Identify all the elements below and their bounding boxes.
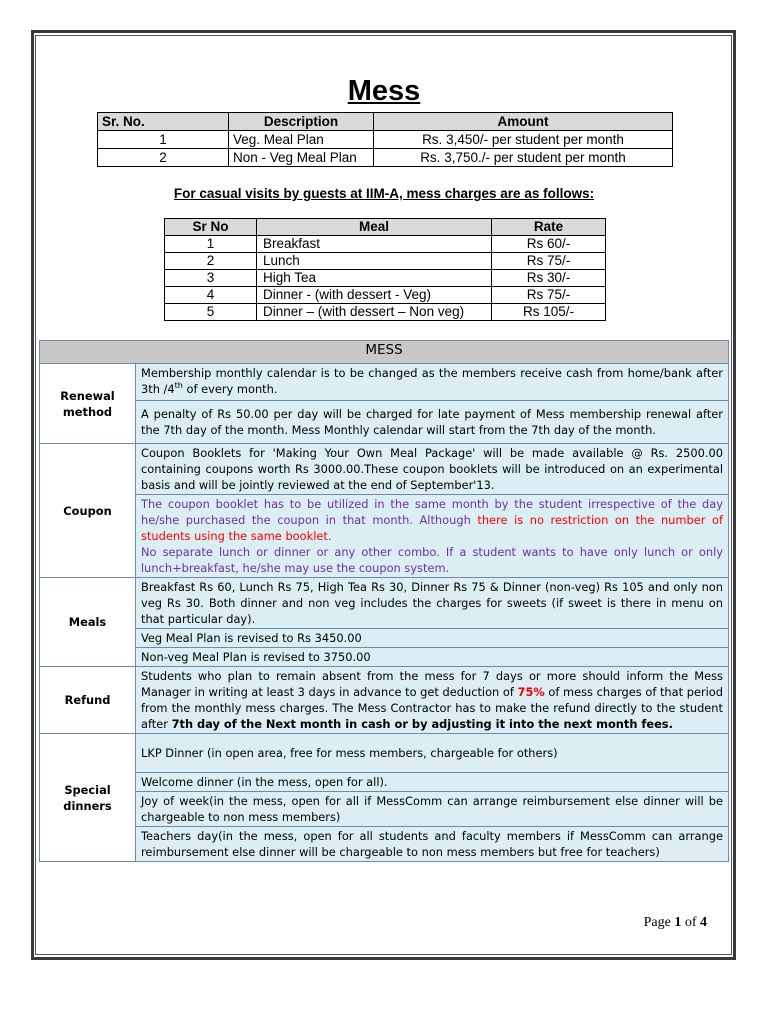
- table-cell: 5: [165, 304, 257, 321]
- table-row: [165, 236, 606, 253]
- meals-text-3: Non-veg Meal Plan is revised to 3750.00: [136, 648, 729, 667]
- refund-label: Refund: [40, 667, 136, 734]
- table-row: [165, 304, 606, 321]
- coupon-text-2a: The coupon booklet has to be utilized in the same month by the student irrespective of the day he/she purchased the coupon in that month. Although: [141, 497, 723, 527]
- table-row: [40, 648, 729, 667]
- column-header: Sr No: [165, 219, 257, 236]
- coupon-text-1: Coupon Booklets for 'Making Your Own Meal Package' will be made available @ Rs. 2500.00 containing coupons worth Rs 3000.00.These coupon booklets will be introduced on an experimental basis and will be jointly reviewed at the end of September'13.: [136, 444, 729, 495]
- rules-heading: MESS: [40, 341, 729, 364]
- table-cell: Rs 105/-: [492, 304, 606, 321]
- table-cell: Rs. 3,450/- per student per month: [374, 131, 673, 149]
- column-header: Description: [229, 113, 374, 131]
- refund-text: [136, 667, 729, 734]
- page-number: [644, 915, 707, 931]
- table-row: [40, 773, 729, 792]
- table-row: [40, 364, 729, 401]
- table-cell: 1: [165, 236, 257, 253]
- table-row: [40, 827, 729, 862]
- table-row: [40, 629, 729, 648]
- table-row: [40, 734, 729, 773]
- table-cell: 2: [165, 253, 257, 270]
- mess-rules-table: [39, 340, 729, 862]
- renewal-text-2: A penalty of Rs 50.00 per day will be charged for late payment of Mess membership renewal after the 7th day of the month. Mess Monthly calendar will start from the 7th day of the month.: [136, 401, 729, 444]
- table-row: [40, 401, 729, 444]
- table-row: [165, 287, 606, 304]
- coupon-label: Coupon: [40, 444, 136, 578]
- special-text-3: Joy of week(in the mess, open for all if MessComm can arrange reimbursement else dinner will be chargeable to non mess members): [136, 792, 729, 827]
- special-text-1: LKP Dinner (in open area, free for mess members, chargeable for others): [136, 734, 729, 773]
- table-cell: Lunch: [257, 253, 492, 270]
- page-of: of: [681, 915, 700, 930]
- table-cell: Dinner - (with dessert - Veg): [257, 287, 492, 304]
- column-header: Rate: [492, 219, 606, 236]
- refund-percent: 75%: [517, 685, 545, 699]
- renewal-text-1a: Membership monthly calendar is to be changed as the members receive cash from home/bank after 3th /4: [141, 366, 723, 396]
- table-cell: Rs 75/-: [492, 287, 606, 304]
- table-row: [40, 444, 729, 495]
- table-row: [98, 149, 673, 167]
- table-cell: High Tea: [257, 270, 492, 287]
- table-cell: Rs 75/-: [492, 253, 606, 270]
- table-row: [98, 131, 673, 149]
- refund-text-bold: 7th day of the Next month in cash or by adjusting it into the next month fees.: [171, 717, 673, 731]
- table-row: [40, 667, 729, 734]
- table-cell: Dinner – (with dessert – Non veg): [257, 304, 492, 321]
- renewal-text-1b: of every month.: [182, 382, 278, 396]
- table-cell: Rs 60/-: [492, 236, 606, 253]
- guest-charges-table: [164, 218, 606, 321]
- refund-text-b: of mess charges of that period from the monthly mess charges. The Mess Contractor has to make the refund directly to the student after: [141, 685, 723, 731]
- column-header: Sr. No.: [98, 113, 229, 131]
- renewal-text-1: [136, 364, 729, 401]
- column-header: Meal: [257, 219, 492, 236]
- table-cell: Rs. 3,750./- per student per month: [374, 149, 673, 167]
- coupon-text-2: [136, 495, 729, 578]
- rules-header-row: [40, 341, 729, 364]
- table-row: [40, 578, 729, 629]
- page-prefix: Page: [643, 915, 675, 930]
- meals-label: Meals: [40, 578, 136, 667]
- table-cell: 1: [98, 131, 229, 149]
- table-cell: Non - Veg Meal Plan: [229, 149, 374, 167]
- page-title: Mess: [347, 75, 421, 107]
- table-row: [40, 792, 729, 827]
- table-row: [165, 270, 606, 287]
- table-cell: 3: [165, 270, 257, 287]
- table-cell: Rs 30/-: [492, 270, 606, 287]
- special-text-2: Welcome dinner (in the mess, open for all).: [136, 773, 729, 792]
- table-row: [40, 495, 729, 578]
- coupon-text-2b: .: [327, 529, 332, 543]
- page-current: 1: [674, 915, 682, 930]
- table-cell: 2: [98, 149, 229, 167]
- renewal-label: Renewal method: [40, 364, 136, 444]
- special-dinners-label: Special dinners: [40, 734, 136, 862]
- refund-text-a: Students who plan to remain absent from the mess for 7 days or more should inform the Mess Manager in writing at least 3 days in advance to get deduction of: [141, 669, 723, 699]
- meals-text-2: Veg Meal Plan is revised to Rs 3450.00: [136, 629, 729, 648]
- meals-text-1: Breakfast Rs 60, Lunch Rs 75, High Tea Rs 30, Dinner Rs 75 & Dinner (non-veg) Rs 105 and only non veg Rs 30. Both dinner and non veg includes the charges for sweets (if sweet is there in menu on that particular day).: [136, 578, 729, 629]
- special-text-4: Teachers day(in the mess, open for all students and faculty members if MessComm can arrange reimbursement else dinner will be chargeable to non mess members but free for teachers): [136, 827, 729, 862]
- table-cell: Veg. Meal Plan: [229, 131, 374, 149]
- coupon-text-2c: No separate lunch or dinner or any other combo. If a student wants to have only lunch or only lunch+breakfast, he/she may use the coupon system.: [141, 545, 723, 575]
- meal-plan-table: [97, 112, 673, 167]
- superscript-th: th: [174, 381, 183, 391]
- page-total: 4: [700, 915, 707, 930]
- casual-visits-heading: For casual visits by guests at IIM-A, mess charges are as follows:: [173, 186, 595, 201]
- table-cell: Breakfast: [257, 236, 492, 253]
- table-header-row: [165, 219, 606, 236]
- table-cell: 4: [165, 287, 257, 304]
- table-header-row: [98, 113, 673, 131]
- table-row: [165, 253, 606, 270]
- column-header: Amount: [374, 113, 673, 131]
- coupon-text-2-red: there is no restriction on the number of students using the same booklet: [141, 513, 723, 543]
